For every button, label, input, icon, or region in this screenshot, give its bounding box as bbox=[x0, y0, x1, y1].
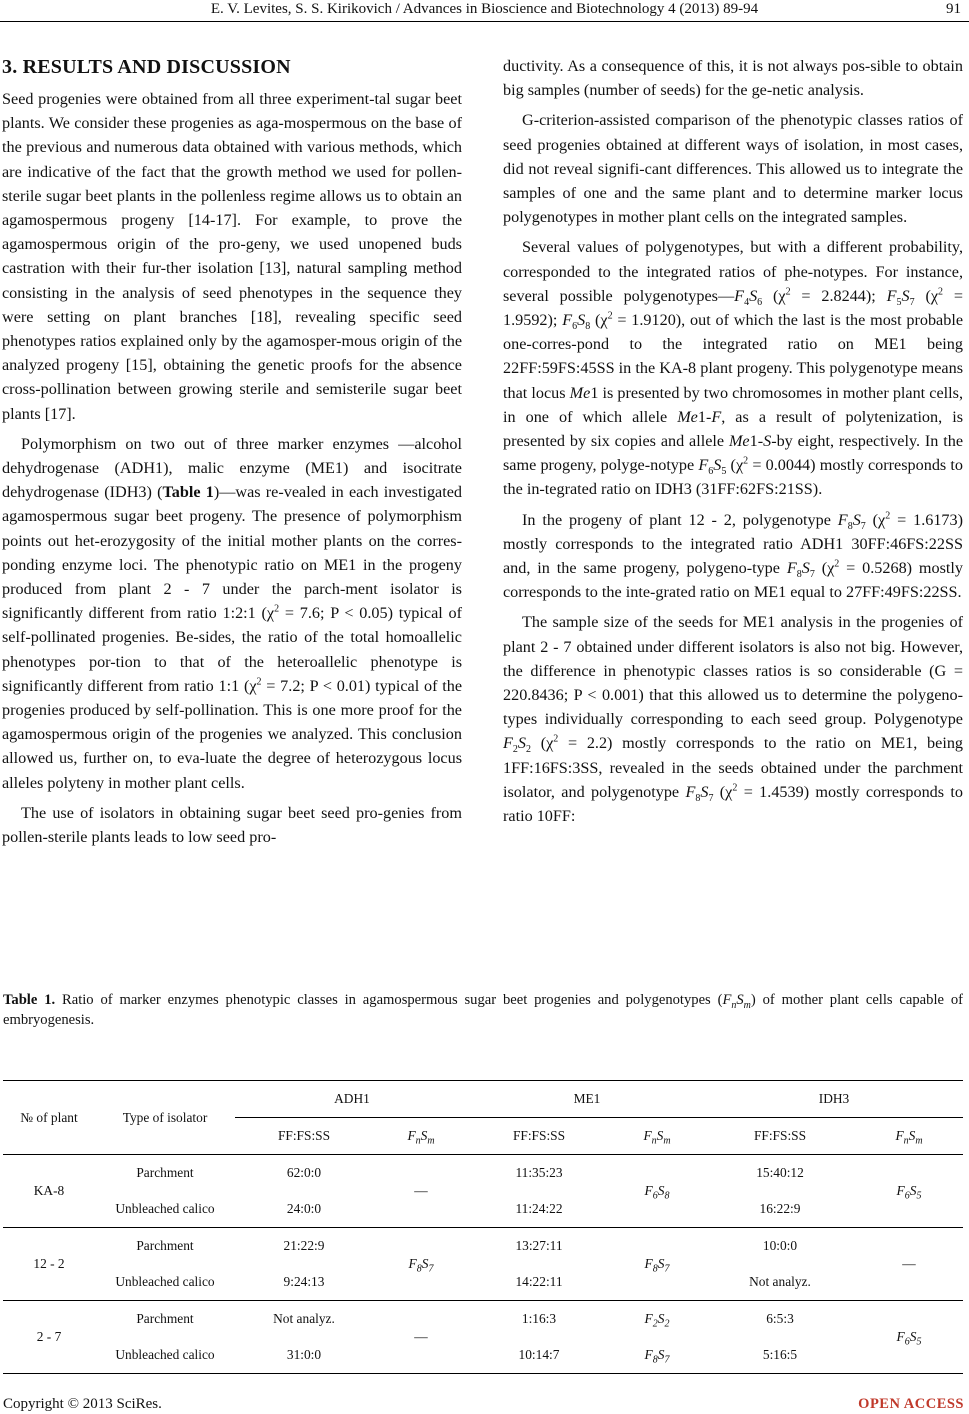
text-run: Several values of polygenotypes, but with a different probability, corresponded to the integrated ratios of phe-notypes. For instance, several possible polygenotypes— bbox=[503, 238, 963, 305]
table-caption: Table 1. Ratio of marker enzymes phenotypic classes in agamospermous sugar beet progenies and polygenotypes $(F_nS_m)$ of mother plant cells capable of embryogenesis. bbox=[3, 992, 963, 1028]
page-number: 91 bbox=[946, 1, 961, 17]
plant-id: KA-8 bbox=[3, 1154, 95, 1227]
ratio-cell: Not analyz. bbox=[749, 1274, 811, 1289]
paragraph: Polymorphism on two out of three marker enzymes —alcohol dehydrogenase (ADH1), malic enzyme (ME1) and isocitrate dehydrogenase (IDH3) (Table 1)—was re-vealed in each investigated agamospermous sugar beet progeny. The presence of polymorphism points out het-erozygosity of the initial mother plants on the corres-ponding enzyme loci. The phenotypic ratio on ME1 in the progeny produced from plant 2 - 7 under the parch-ment isolator is significantly different from ratio 1:2:1 ($\chi^2 = 7.6$; P < 0.05) typical of self-pollinated progenies. Be-sides, the ratio of the total homoallelic phenotypes por-tion to that of the heteroallelic phenotype is significantly different from ratio 1:1 ($\chi^2 = 7.2$; P < 0.01) typical of the progenies produced by self-pollination. This is one more proof for the agamospermous origin of the progenies we analyzed. This conclusion allowed us, further on, to eva-luate the degree of heterozygous locus alleles polyteny in mother plant cells. bbox=[2, 434, 462, 792]
section-title: 3. RESULTS AND DISCUSSION bbox=[2, 56, 291, 78]
subheader-ratio: FF:FS:SS bbox=[235, 1117, 373, 1154]
ratio-cell: 10:0:0 bbox=[705, 1227, 855, 1264]
header-adh1: ADH1 bbox=[235, 1080, 469, 1117]
subheader-genotype: $F_nS_m$ bbox=[373, 1117, 469, 1154]
header-plant: № of plant bbox=[3, 1080, 95, 1154]
open-access-label: OPEN ACCESS bbox=[858, 1396, 964, 1412]
header-rule bbox=[0, 21, 969, 22]
genotype-cell: — bbox=[855, 1227, 963, 1300]
right-column bbox=[503, 54, 963, 828]
text-run: = 2.2) mostly corresponds to the ratio on ME1, being 1FF:16FS:3SS, revealed in the seeds obtained under the parchment isolator, and polygenotype bbox=[503, 734, 964, 801]
ratio-cell: 6:5:3 bbox=[705, 1300, 855, 1337]
text-run: Polymorphism on two out of three marker enzymes —alcohol dehydrogenase (ADH1), malic enzyme (ME1) and isocitrate dehydrogenase (IDH3) ( bbox=[2, 434, 462, 502]
text-run: out of which the last is the most probable one-corres-pond to the integrated ratio on ME1 being 22FF:59FS:45SS in the KA-8 plant progeny. This polygenotype means that locus bbox=[503, 311, 964, 402]
table-row bbox=[3, 1300, 963, 1337]
isolator-cell: Unbleached calico bbox=[115, 1201, 215, 1216]
ratio-cell: 24:0:0 bbox=[286, 1201, 322, 1216]
text-run: = 1.6173) mostly corresponds to the integrated ratio ADH1 30FF:46FS:22SS and, in the same progeny, polygeno-type bbox=[503, 510, 964, 578]
data-table bbox=[3, 1080, 963, 1374]
paragraph: Seed progenies were obtained from all three experiment-tal sugar beet plants. We consider these progenies as aga-mospermous on the base of the previous and numerous data obtained with various methods, which are indicative of the fact that the growth method we used for pollen-sterile sugar beet plants in the pollenless regime allows us to obtain an agamospermous progeny [14-17]. For example, to prove the agamospermous origin of the pro-geny, we used unopened buds castration with their fur-ther isolation [13], natural sampling method consisting in the analysis of seed phenotypes in the sequence they were setting on plant branches [18], revealing specific seed phenotypes ratios explained only by the agamosper-mous origin of the analyzed progeny [15], obtaining the genetic proofs for the absence cross-pollination between growing sterile and semisterile sugar beet plants [17]. bbox=[2, 90, 462, 423]
table-row bbox=[3, 1337, 963, 1374]
text-run: is presented by two chromosomes in mother plant cells, in one of which allele bbox=[503, 383, 963, 426]
paragraph: ductivity. As a consequence of this, it is not always pos-sible to obtain big samples (number of seeds) for the ge-netic analysis. bbox=[503, 57, 963, 100]
caption-label: Table 1. bbox=[3, 992, 56, 1008]
table-row bbox=[3, 1154, 963, 1191]
text-run: = 1.4539) mostly corresponds to ratio 10FF: bbox=[503, 782, 963, 826]
ratio-cell: 5:16:5 bbox=[705, 1337, 855, 1374]
ratio-cell: 13:27:11 bbox=[469, 1227, 609, 1264]
paragraph: In the progeny of plant 12 - 2, polygenotype $F_8S_7$ $(\chi^2 = 1.6173)$ mostly corresponds to the integrated ratio ADH1 30FF:46FS:22SS and, in the same progeny, polygeno-type $F_8S_7$ $(\chi^2 = 0.5268)$ mostly corresponds to the inte-grated ratio on ME1 equal to 27FF:49FS:22SS. bbox=[503, 510, 964, 602]
table-row bbox=[3, 1227, 963, 1264]
paragraph: The use of isolators in obtaining sugar beet seed pro-genies from pollen-sterile plants leads to low seed pro- bbox=[2, 803, 462, 847]
ratio-cell: 9:24:13 bbox=[283, 1274, 325, 1289]
left-column bbox=[2, 50, 462, 849]
genotype-cell: $F_8S_7$ bbox=[609, 1227, 705, 1300]
ratio-cell: 21:22:9 bbox=[235, 1227, 373, 1264]
text-run: = 7.6; P < 0.05) typical of self-pollinated progenies. Be-sides, the ratio of the total homoallelic phenotypes por-tion to that of the heteroallelic phenotype is significantly different from ratio 1:1 (χ bbox=[2, 604, 462, 695]
header-isolator: Type of isolator bbox=[95, 1080, 235, 1154]
subheader-ratio: FF:FS:SS bbox=[469, 1117, 609, 1154]
header-idh3: IDH3 bbox=[705, 1080, 963, 1117]
ratio-cell: 11:24:22 bbox=[515, 1201, 563, 1216]
subheader-genotype: $F_nS_m$ bbox=[855, 1117, 963, 1154]
ratio-cell: 31:0:0 bbox=[235, 1337, 373, 1374]
genotype-cell: $F_8S_7$ bbox=[373, 1227, 469, 1300]
isolator-cell: Parchment bbox=[95, 1300, 235, 1337]
genotype-cell: $F_6S_5$ bbox=[855, 1154, 963, 1227]
genotype-cell: $F_2S_2$ bbox=[609, 1300, 705, 1337]
table-row bbox=[3, 1264, 963, 1300]
ratio-cell: 16:22:9 bbox=[759, 1201, 801, 1216]
genotype-cell: $F_8S_7$ bbox=[609, 1337, 705, 1374]
isolator-cell: Unbleached calico bbox=[95, 1337, 235, 1374]
ratio-cell: 14:22:11 bbox=[515, 1274, 563, 1289]
plant-id: 2 - 7 bbox=[3, 1300, 95, 1374]
table-row bbox=[3, 1191, 963, 1227]
text-run: )—was re-vealed in each investigated agamospermous sugar beet progeny. The presence of polymorphism points out het-erozygosity of the initial mother plants on the corres-ponding enzyme loci. The phenotypic ratio on ME1 in the progeny produced from plant 2 - 7 under the parch-ment isolator is significantly different from ratio 1:2:1 (χ bbox=[2, 483, 462, 623]
running-header bbox=[0, 0, 969, 20]
paragraph: G-criterion-assisted comparison of the phenotypic classes ratios of seed progenies obtained at different ways of isolation, in most cases, did not reveal signifi-cant differences. This allowed us to integrate the samples of one and the same plant and to determine marker locus polygenotypes in mother plant cells on the integrated samples. bbox=[503, 111, 963, 227]
subheader-genotype: $F_nS_m$ bbox=[609, 1117, 705, 1154]
header-me1: ME1 bbox=[469, 1080, 705, 1117]
copyright-notice: Copyright © 2013 SciRes. bbox=[3, 1396, 162, 1412]
isolator-cell: Parchment bbox=[95, 1227, 235, 1264]
text-run: = 0.0044) mostly corresponds to the in-tegrated ratio on IDH3 (31FF:62FS:21SS). bbox=[503, 456, 963, 499]
text-run: = 0.5268) mostly corresponds to the inte-grated ratio on ME1 equal to 27FF:49FS:22SS. bbox=[503, 559, 964, 602]
paragraph: Several values of polygenotypes, but with a different probability, corresponded to the integrated ratios of phe-notypes. For instance, several possible $polygenotypes—F_4S_6$ $(\chi^2 = 2.8244)$; $F_5S_7$ $(\chi^2 = 1.9592)$; $F_6S_8$ $(\chi^2 = 1.9120)$, out of which the last is the most probable one-corres-pond to the integrated ratio on ME1 being 22FF:59FS:45SS in the KA-8 plant progeny. This polygenotype means that locus Me1 is presented by two chromosomes in mother plant cells, in one of which allele Me1-F, as a result of polytenization, is presented by six copies and allele Me1-S-by eight, respectively. In the same progeny, polyge-notype $F_6S_5$ $(\chi^2 = 0.0044)$ mostly corresponds to the in-tegrated ratio on IDH3 (31FF:62FS:21SS). bbox=[503, 238, 964, 499]
ratio-cell: Not analyz. bbox=[235, 1300, 373, 1337]
text-run: The sample size of the seeds for ME1 analysis in the progenies of plant 2 - 7 obtained under different isolators is also not big. However, the difference in phenotypic classes ratios is so considerable (G = 220.8436; P < 0.001) that this allowed us to determine the polygeno-types individually corresponding to each seed group. Polygenotype bbox=[503, 613, 963, 729]
text-run: In the progeny of plant 12 - 2, polygenotype bbox=[522, 510, 838, 529]
plant-id: 12 - 2 bbox=[3, 1227, 95, 1300]
ratio-cell: 15:40:12 bbox=[705, 1154, 855, 1191]
subheader-ratio: FF:FS:SS bbox=[705, 1117, 855, 1154]
running-title: E. V. Levites, S. S. Kirikovich / Advances in Bioscience and Biotechnology 4 (2013) 89-94 bbox=[210, 1, 759, 17]
genotype-cell: — bbox=[373, 1154, 469, 1227]
isolator-cell: Unbleached calico bbox=[115, 1274, 215, 1289]
caption-text: Ratio of marker enzymes phenotypic classes in agamospermous sugar beet progenies and polygenotypes ( bbox=[55, 992, 723, 1008]
genotype-cell: $F_6S_8$ bbox=[609, 1154, 705, 1227]
isolator-cell: Parchment bbox=[95, 1154, 235, 1191]
paragraph: The sample size of the seeds for ME1 analysis in the progenies of plant 2 - 7 obtained under different isolators is also not big. However, the difference in phenotypic classes ratios is so considerable (G = 220.8436; P < 0.001) that this allowed us to determine the polygeno-types individually corresponding to each seed group. Polygenotype $F_2S_2$ $(\chi^2 = 2.2)$ mostly corresponds to the ratio on ME1, being 1FF:16FS:3SS, revealed in the seeds obtained under the parchment isolator, and polygenotype $F_8S_7$ $(\chi^2 = 1.4539)$ mostly corresponds to ratio 10FF: bbox=[503, 613, 964, 826]
ratio-cell: 62:0:0 bbox=[235, 1154, 373, 1191]
genotype-cell: — bbox=[373, 1300, 469, 1374]
ratio-cell: 10:14:7 bbox=[469, 1337, 609, 1374]
table-reference-link[interactable]: Table 1 bbox=[162, 483, 214, 502]
caption-text: ) of mother plant cells capable of embryogenesis. bbox=[3, 992, 963, 1028]
text-run: , as a result of polytenization, is presented by six copies and allele bbox=[503, 407, 963, 451]
ratio-cell: 1:16:3 bbox=[469, 1300, 609, 1337]
ratio-cell: 11:35:23 bbox=[469, 1154, 609, 1191]
text-run: -by eight, respectively. In the same progeny, polyge-notype bbox=[503, 432, 964, 475]
genotype-cell: $F_6S_5$ bbox=[855, 1300, 963, 1374]
text-run: = 7.2; P < 0.01) typical of the progenies produced by self-pollination. This is one more proof for the agamospermous origin of the progenies we analyzed. This conclusion allowed us, further on, to eva-luate the degree of heterozygous locus alleles polyteny in mother plant cells. bbox=[2, 676, 462, 792]
